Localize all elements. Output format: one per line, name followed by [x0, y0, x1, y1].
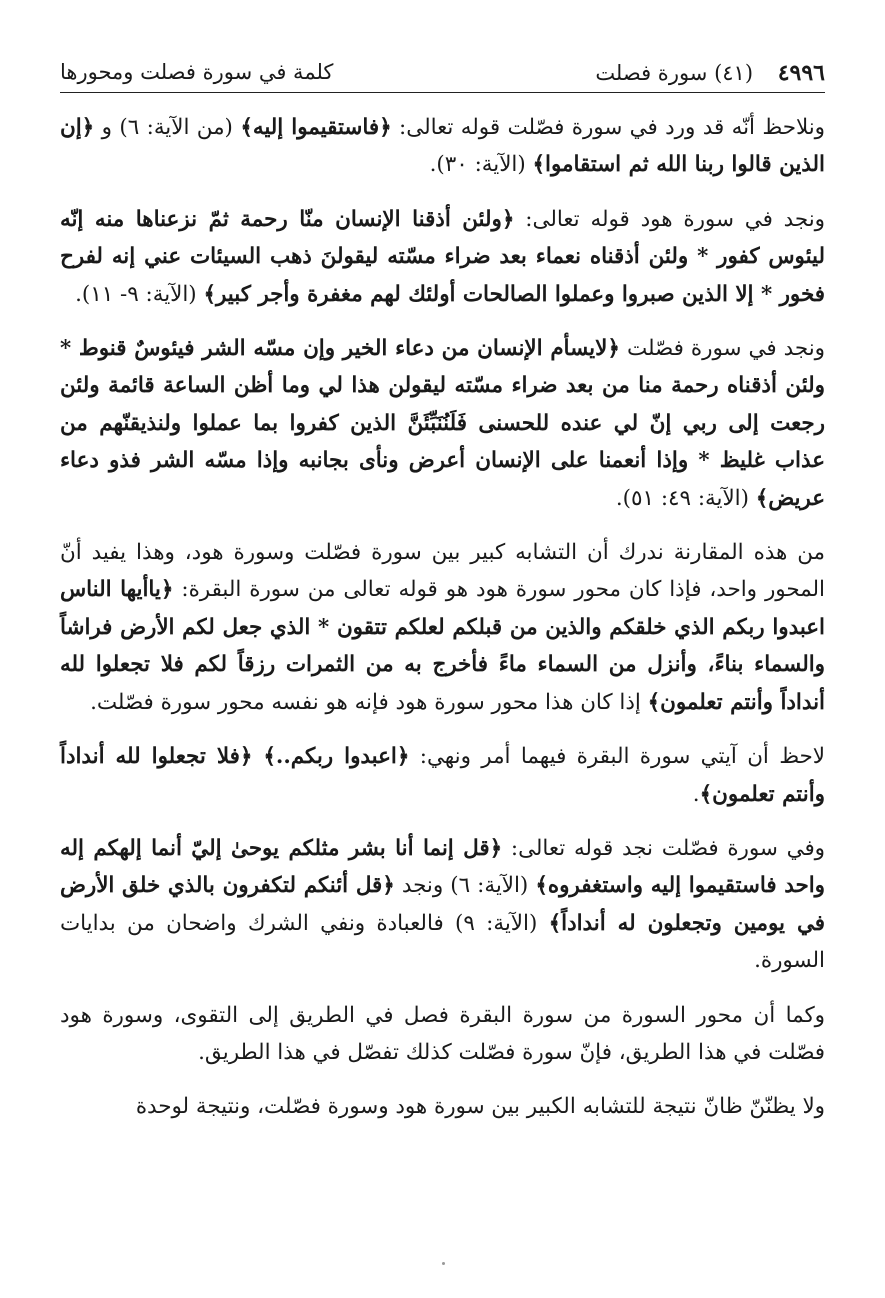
body-text: (الآية: ٩- ١١). [75, 281, 204, 307]
quran-quote: ﴿قل إنما أنا بشر مثلكم يوحىٰ إليّ أنما إلهكم إله واحد فاستقيموا إليه واستغفروه﴾ [60, 835, 826, 899]
paragraph [60, 109, 825, 184]
body-text: ونجد في سورة فصّلت [619, 336, 825, 362]
body-text: (الآية: ٩) فالعبادة ونفي الشرك واضحان من بدايات السورة. [60, 910, 825, 974]
page-body [60, 109, 825, 1126]
header-right [595, 60, 825, 86]
body-text: (الآية: ٤٩: ٥١). [615, 485, 756, 511]
body-text: وفي سورة فصّلت نجد قوله تعالى: [502, 835, 825, 861]
paragraph [60, 738, 825, 813]
page-end-mark [442, 1262, 445, 1265]
quran-quote: ﴿لايسأم الإنسان من دعاء الخير وإن مسّه الشر فيئوسٌ قنوط * ولئن أذقناه رحمة منا من بعد ضراء مسّته ليقولن هذا لي وما أظن الساعة قائمة ولئن رجعت إلى ربي إنّ لي عنده للحسنى فَلَنُنَبِّئَنَّ الذين كفروا بما عملوا ولنذيقنّهم من عذاب غليظ * وإذا أنعمنا على الإنسان أعرض ونأى بجانبه وإذا مسّه الشر فذو دعاء عريض﴾ [60, 336, 825, 511]
body-text: لاحظ أن آيتي سورة البقرة فيهما أمر ونهي: [409, 744, 825, 770]
body-text: (الآية: ٣٠). [429, 152, 533, 178]
body-text: (الآية: ٦) ونجد [394, 873, 536, 899]
quran-quote: ﴿ولئن أذقنا الإنسان منّا رحمة ثمّ نزعناها منه إنّه ليئوس كفور * ولئن أذقناه نعماء بعد ضراء مسّته ليقولنَ ذهب السيئات عني إنه لفرح فخور * إلا الذين صبروا وعملوا الصالحات أولئك لهم مغفرة وأجر كبير﴾ [60, 206, 825, 307]
paragraph [60, 830, 825, 980]
page-number: ٤٩٩٦ [777, 60, 825, 86]
body-text: وكما أن محور السورة من سورة البقرة فصل في الطريق إلى التقوى، وسورة هود فصّلت في هذا الطريق، فإنّ سورة فصّلت كذلك تفصّل في هذا الطريق. [60, 1002, 825, 1065]
quran-quote: ﴿إن الذين قالوا ربنا الله ثم استقاموا﴾ [60, 115, 825, 178]
paragraph [60, 330, 825, 517]
paragraph [60, 534, 825, 721]
body-text: (من الآية: ٦) و [94, 115, 241, 140]
paragraph [60, 1088, 825, 1125]
body-text: ولا يظنّنّ ظانّ نتيجة للتشابه الكبير بين سورة هود وسورة فصّلت، ونتيجة لوحدة [135, 1094, 825, 1120]
body-text: ونلاحظ أنّه قد ورد في سورة فصّلت قوله تعالى: [391, 115, 825, 140]
quran-quote: ﴿قل أئنكم لتكفرون بالذي خلق الأرض في يومين وتجعلون له أنداداً﴾ [60, 873, 826, 936]
quran-quote: ﴿فاستقيموا إليه﴾ [240, 115, 392, 140]
body-text: إذا كان هذا محور سورة هود فإنه هو نفسه محور سورة فصّلت. [90, 689, 648, 715]
running-header [60, 52, 825, 93]
paragraph [60, 201, 825, 313]
body-text: . [692, 781, 700, 807]
quran-quote: ﴿ياأيها الناس اعبدوا ربكم الذي خلقكم والذين من قبلكم لعلكم تتقون * الذي جعل لكم الأرض فراشاً والسماء بناءً، وأنزل من السماء ماءً فأخرج به من الثمرات رزقاً لكم فلا تجعلوا لله أنداداً وأنتم تعلمون﴾ [60, 577, 825, 715]
body-text: من هذه المقارنة ندرك أن التشابه كبير بين سورة فصّلت وسورة هود، وهذا يفيد أنّ المحور واحد، فإذا كان محور سورة هود هو قوله تعالى من سورة البقرة: [60, 540, 825, 603]
section-title: كلمة في سورة فصلت ومحورها [60, 60, 334, 84]
paragraph [60, 997, 825, 1072]
sura-label: (٤١) سورة فصلت [595, 61, 754, 85]
quran-quote: ﴿اعبدوا ربكم..﴾ ﴿فلا تجعلوا لله أنداداً وأنتم تعلمون﴾ [60, 744, 825, 807]
body-text: ونجد في سورة هود قوله تعالى: [514, 206, 825, 232]
